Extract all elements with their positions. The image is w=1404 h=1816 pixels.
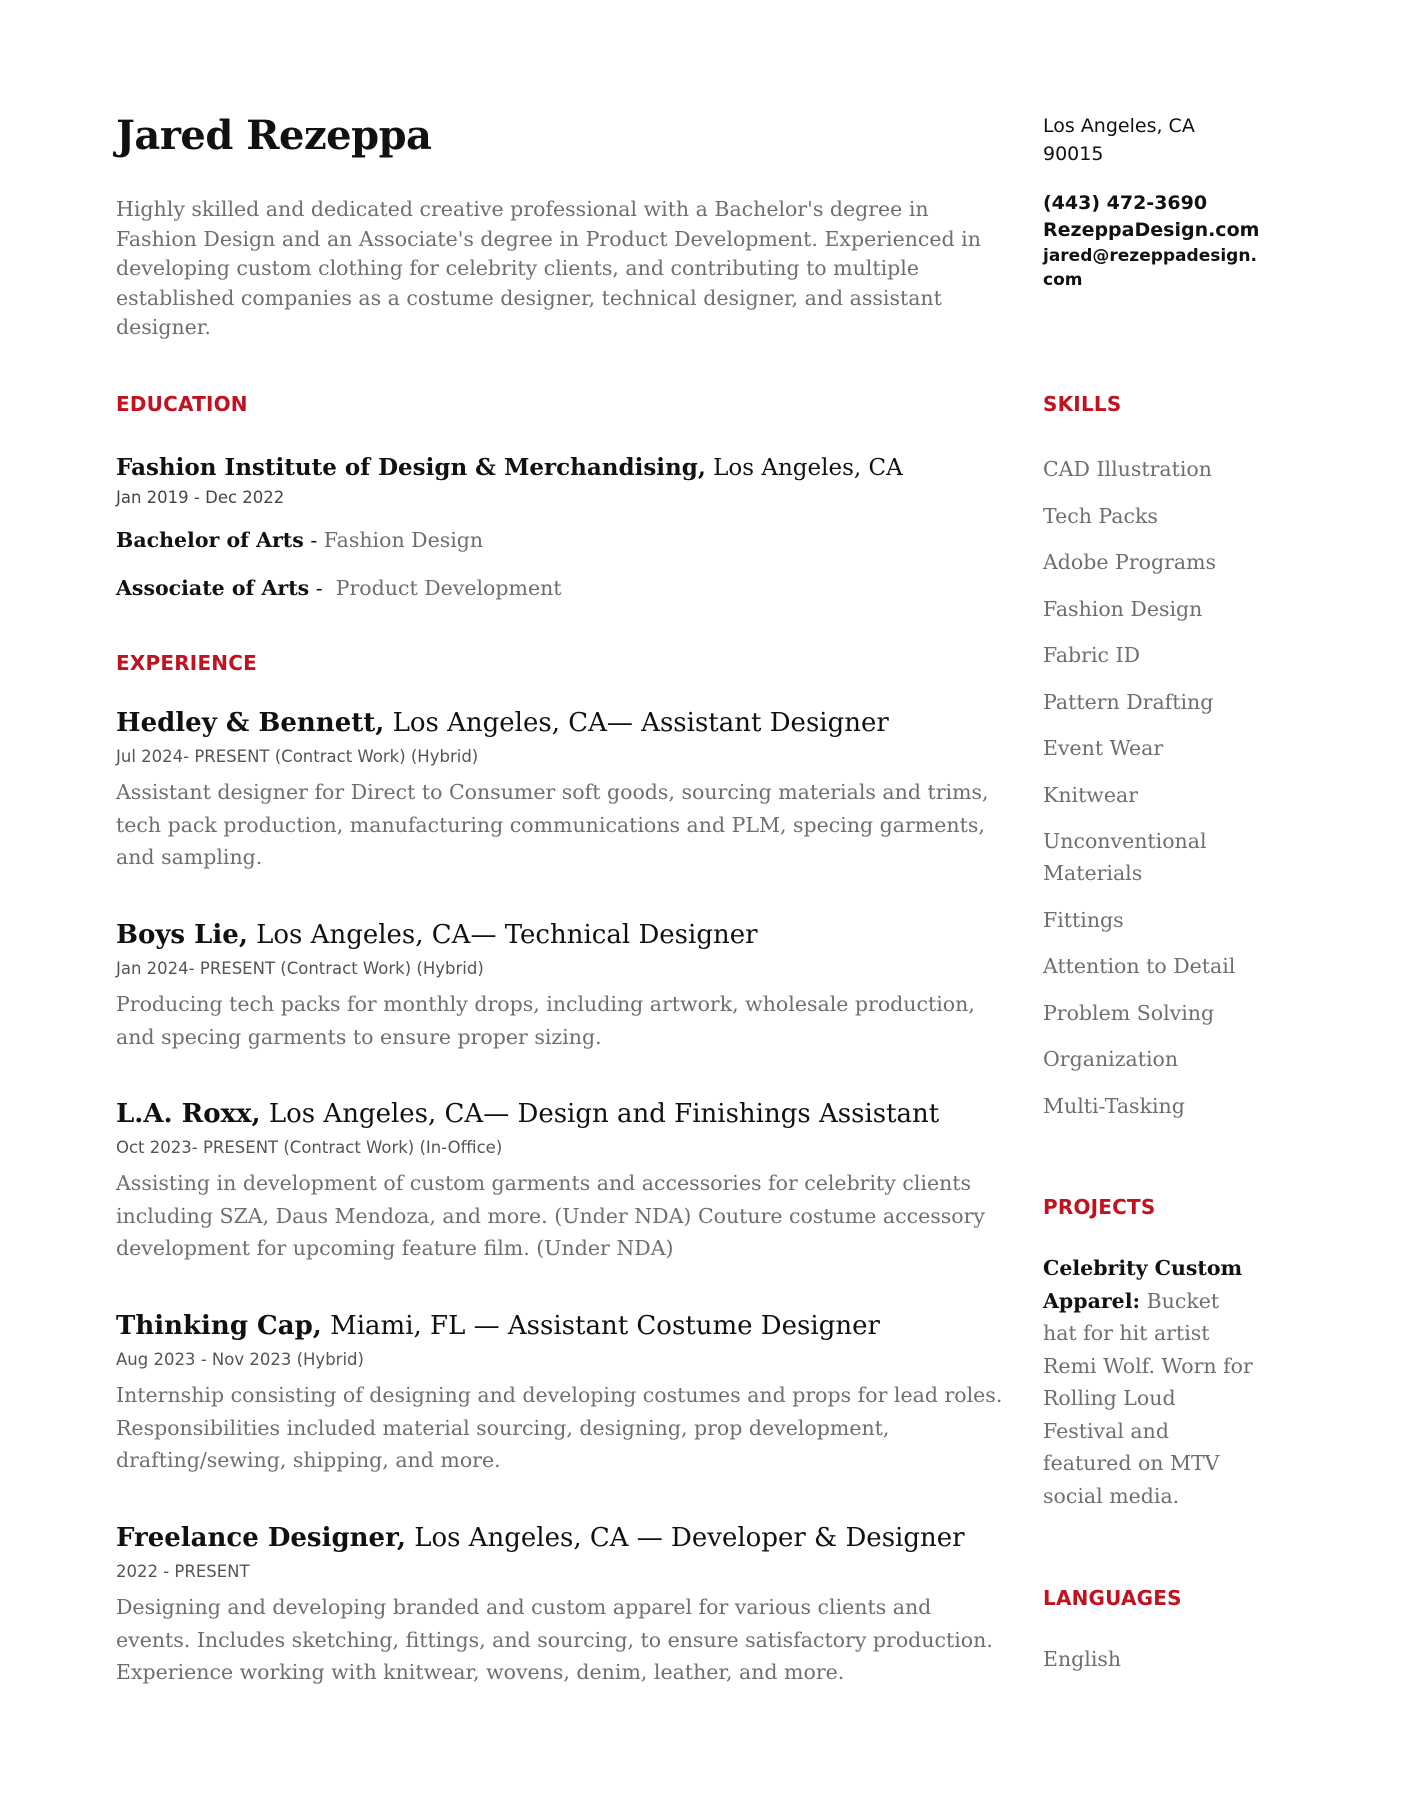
job-dates: Jan 2024- PRESENT (Contract Work) (Hybrid)	[116, 959, 484, 978]
job-dates: Jul 2024- PRESENT (Contract Work) (Hybrid)	[116, 747, 479, 766]
job-role: Los Angeles, CA— Technical Designer	[247, 920, 758, 950]
job-company: Thinking Cap,	[116, 1311, 322, 1341]
contact-email-line: jared@rezeppadesign.	[1043, 246, 1257, 266]
job-entry	[116, 706, 1006, 874]
job-company: Hedley & Bennett,	[116, 708, 385, 738]
degree-associate	[116, 574, 562, 602]
skill-item: Fabric ID	[1043, 643, 1141, 667]
contact-city: Los Angeles, CA	[1043, 115, 1195, 137]
skill-item: Attention to Detail	[1043, 954, 1236, 978]
job-title	[116, 1521, 1006, 1555]
skill-item: Multi-Tasking	[1043, 1093, 1185, 1118]
skill-item: Knitwear	[1043, 782, 1139, 807]
job-dates: Aug 2023 - Nov 2023 (Hybrid)	[116, 1350, 364, 1369]
contact-zip: 90015	[1043, 143, 1104, 165]
projects-heading: PROJECTS	[1043, 1195, 1156, 1219]
job-role: Los Angeles, CA— Design and Finishings Assistant	[260, 1099, 940, 1129]
skill-item: Problem Solving	[1043, 1000, 1215, 1025]
degree-title: Associate of Arts	[116, 576, 310, 600]
job-company: Boys Lie,	[116, 920, 248, 950]
degree-title: Bachelor of Arts	[116, 528, 304, 552]
skills-heading: SKILLS	[1043, 392, 1122, 416]
education-school	[116, 453, 903, 483]
skill-item: Unconventional Materials	[1043, 829, 1207, 885]
job-dates: Oct 2023- PRESENT (Contract Work) (In-Office)	[116, 1138, 503, 1157]
job-entry	[116, 1521, 1006, 1689]
skill-item: Pattern Drafting	[1043, 689, 1214, 714]
contact-block	[1043, 112, 1259, 292]
contact-email[interactable]	[1043, 244, 1259, 292]
skill-item: Adobe Programs	[1043, 550, 1217, 574]
school-name: Fashion Institute of Design & Merchandising,	[116, 454, 706, 481]
project-title: Celebrity Custom Apparel:	[1043, 1256, 1243, 1313]
job-role: Los Angeles, CA — Developer & Designer	[405, 1523, 965, 1553]
skill-item: Fittings	[1043, 907, 1124, 932]
skill-item: Event Wear	[1043, 736, 1164, 760]
language-item: English	[1043, 1647, 1122, 1671]
job-entry	[116, 1309, 1006, 1477]
education-dates: Jan 2019 - Dec 2022	[116, 488, 285, 507]
skill-item: CAD Illustration	[1043, 457, 1212, 481]
job-description: Designing and developing branded and custom apparel for various clients and events. Includes sketching, fittings, and sourcing, to ensure satisfactory production. Experience working with knitwear, wovens, denim, leather, and more.	[116, 1595, 993, 1684]
resume-name: Jared Rezeppa	[116, 112, 432, 159]
skill-item: Tech Packs	[1043, 503, 1158, 528]
project-description: Bucket hat for hit artist Remi Wolf. Worn for Rolling Loud Festival and featured on MTV social media.	[1043, 1288, 1253, 1508]
job-company: L.A. Roxx,	[116, 1099, 261, 1129]
project-entry	[1043, 1252, 1253, 1512]
degree-field: Fashion Design	[323, 528, 484, 552]
contact-email-line: com	[1043, 270, 1083, 290]
job-description: Producing tech packs for monthly drops, including artwork, wholesale production, and specing garments to ensure proper sizing.	[116, 992, 975, 1049]
job-title	[116, 918, 1006, 952]
job-description: Internship consisting of designing and developing costumes and props for lead roles. Responsibilities included material sourcing, designing, prop development, drafting/sewing, shipping, and more.	[116, 1383, 1003, 1472]
job-title	[116, 706, 1006, 740]
job-entry	[116, 918, 1006, 1053]
job-company: Freelance Designer,	[116, 1523, 406, 1553]
job-title	[116, 1097, 1006, 1131]
degree-sep: -	[309, 576, 336, 600]
degree-field: Product Development	[335, 576, 562, 600]
skills-list	[1043, 453, 1283, 1136]
skill-item: Fashion Design	[1043, 596, 1203, 621]
skill-item: Organization	[1043, 1047, 1179, 1071]
job-description: Assisting in development of custom garments and accessories for celebrity clients including SZA, Daus Mendoza, and more. (Under NDA) Couture costume accessory development for upcoming feature film. (Under NDA)	[116, 1171, 986, 1260]
job-dates: 2022 - PRESENT	[116, 1562, 250, 1581]
degree-bachelor	[116, 526, 483, 554]
job-description: Assistant designer for Direct to Consumer soft goods, sourcing materials and trims, tech pack production, manufacturing communications and PLM, specing garments, and sampling.	[116, 780, 989, 869]
job-title	[116, 1309, 1006, 1343]
education-heading: EDUCATION	[116, 392, 248, 416]
professional-summary: Highly skilled and dedicated creative professional with a Bachelor's degree in Fashion Design and an Associate's degree in Product Development. Experienced in developing custom clothing for celebrity clients, and contributing to multiple established companies as a costume designer, technical designer, and assistant designer.	[116, 197, 981, 339]
contact-phone[interactable]: (443) 472-3690	[1043, 192, 1208, 214]
contact-website[interactable]: RezeppaDesign.com	[1043, 219, 1260, 241]
languages-heading: LANGUAGES	[1043, 1586, 1182, 1610]
degree-sep: -	[303, 528, 324, 552]
job-role: Los Angeles, CA— Assistant Designer	[384, 708, 889, 738]
job-role: Miami, FL — Assistant Costume Designer	[321, 1311, 880, 1341]
experience-heading: EXPERIENCE	[116, 651, 257, 675]
job-entry	[116, 1097, 1006, 1265]
school-location: Los Angeles, CA	[713, 455, 903, 481]
